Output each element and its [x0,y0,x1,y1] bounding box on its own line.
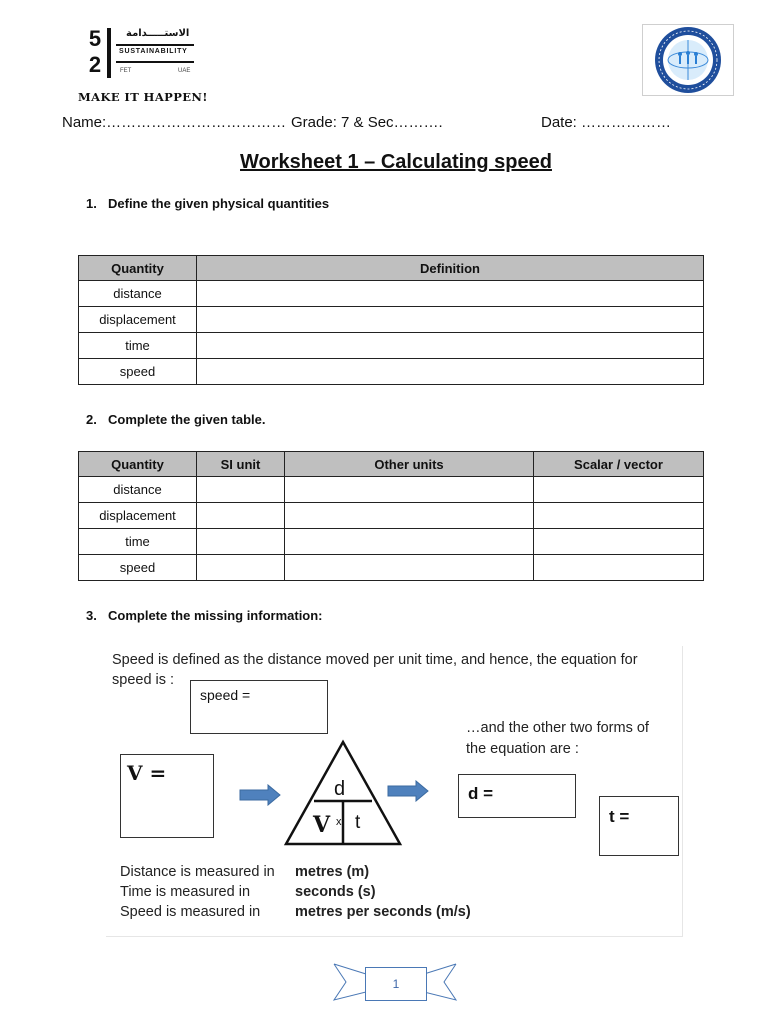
column-header: SI unit [197,452,285,477]
measure-unit: seconds (s) [295,884,376,900]
answer-cell[interactable] [197,307,704,333]
page-number: 1 [365,967,427,1001]
logo-number-two: 2 [88,52,102,77]
table-row [79,281,704,307]
measure-label: Speed is measured in [120,904,261,920]
school-seal-icon [642,24,734,96]
question-2 [86,412,265,427]
quantity-cell: distance [79,477,197,503]
table-row [79,359,704,385]
panel-intro-line: Speed is defined as the distance moved per unit time, and hence, the equation for [112,652,638,668]
quantity-cell: time [79,529,197,555]
t-equation-box[interactable] [599,796,679,856]
name-field: Name:……………………………… [62,114,287,131]
table-row [79,503,704,529]
quantity-cell: time [79,333,197,359]
column-header: Scalar / vector [534,452,704,477]
triangle-speed-label: V [313,812,331,838]
question-3 [86,608,323,623]
speed-equation-panel [106,646,683,937]
answer-cell[interactable] [285,529,534,555]
measure-unit: metres (m) [295,864,370,880]
grade-section-field: Grade: 7 & Sec………. [291,114,443,131]
logo-small-right: UAE [178,68,191,74]
answer-cell[interactable] [197,555,285,581]
logo-sustainability-text: SUSTAINABILITY [119,48,188,55]
d-equation-box[interactable] [458,774,576,818]
definition-table [78,255,704,385]
table-row [79,477,704,503]
measure-unit: metres per seconds (m/s) [295,904,471,920]
arrow-right-icon [238,784,282,806]
logo-rule [116,61,194,63]
table-row [79,307,704,333]
t-equation-label: t = [609,807,630,826]
v-equation-box[interactable] [120,754,214,838]
column-header: Quantity [79,452,197,477]
triangle-time-label: t [355,812,361,833]
quantity-cell: speed [79,555,197,581]
answer-cell[interactable] [534,555,704,581]
measure-label: Distance is measured in [120,864,275,880]
answer-cell[interactable] [197,477,285,503]
speed-equation-label: speed = [200,687,251,703]
other-forms-text: the equation are : [466,741,579,757]
panel-intro-line: speed is : [112,672,175,688]
quantity-cell: displacement [79,307,197,333]
d-equation-label: d = [468,784,494,803]
logo-rule [116,44,194,46]
quantity-cell: displacement [79,503,197,529]
answer-cell[interactable] [534,477,704,503]
question-1 [86,196,329,211]
answer-cell[interactable] [285,555,534,581]
date-field: Date: ……………… [541,114,672,131]
sustainability-logo [86,26,194,82]
logo-arabic-text: الاستـــــدامة [126,28,190,39]
question-text: Complete the given table. [108,412,266,427]
question-number: 2. [86,412,97,427]
logo-number-five: 5 [88,26,102,51]
triangle-multiply-label: x [336,816,342,828]
worksheet-title: Worksheet 1 – Calculating speed [240,151,552,173]
question-number: 1. [86,196,97,211]
answer-cell[interactable] [197,281,704,307]
answer-cell[interactable] [197,333,704,359]
triangle-distance-label: d [334,778,346,800]
measure-label: Time is measured in [120,884,251,900]
table-row [79,555,704,581]
logo-divider [107,28,111,78]
answer-cell[interactable] [285,477,534,503]
quantity-cell: speed [79,359,197,385]
answer-cell[interactable] [534,503,704,529]
answer-cell[interactable] [197,529,285,555]
speed-equation-box[interactable] [190,680,328,734]
answer-cell[interactable] [197,503,285,529]
v-equation-label: V = [127,761,167,785]
question-number: 3. [86,608,97,623]
question-text: Complete the missing information: [108,608,323,623]
motto: MAKE IT HAPPEN! [78,90,208,104]
column-header: Definition [197,256,704,281]
other-forms-text: …and the other two forms of [466,720,649,736]
logo-small-left: FET [120,68,132,74]
table-row [79,529,704,555]
units-table [78,451,704,581]
column-header: Other units [285,452,534,477]
arrow-right-icon [386,780,430,802]
answer-cell[interactable] [534,529,704,555]
column-header: Quantity [79,256,197,281]
quantity-cell: distance [79,281,197,307]
answer-cell[interactable] [197,359,704,385]
question-text: Define the given physical quantities [108,196,330,211]
answer-cell[interactable] [285,503,534,529]
table-row [79,333,704,359]
